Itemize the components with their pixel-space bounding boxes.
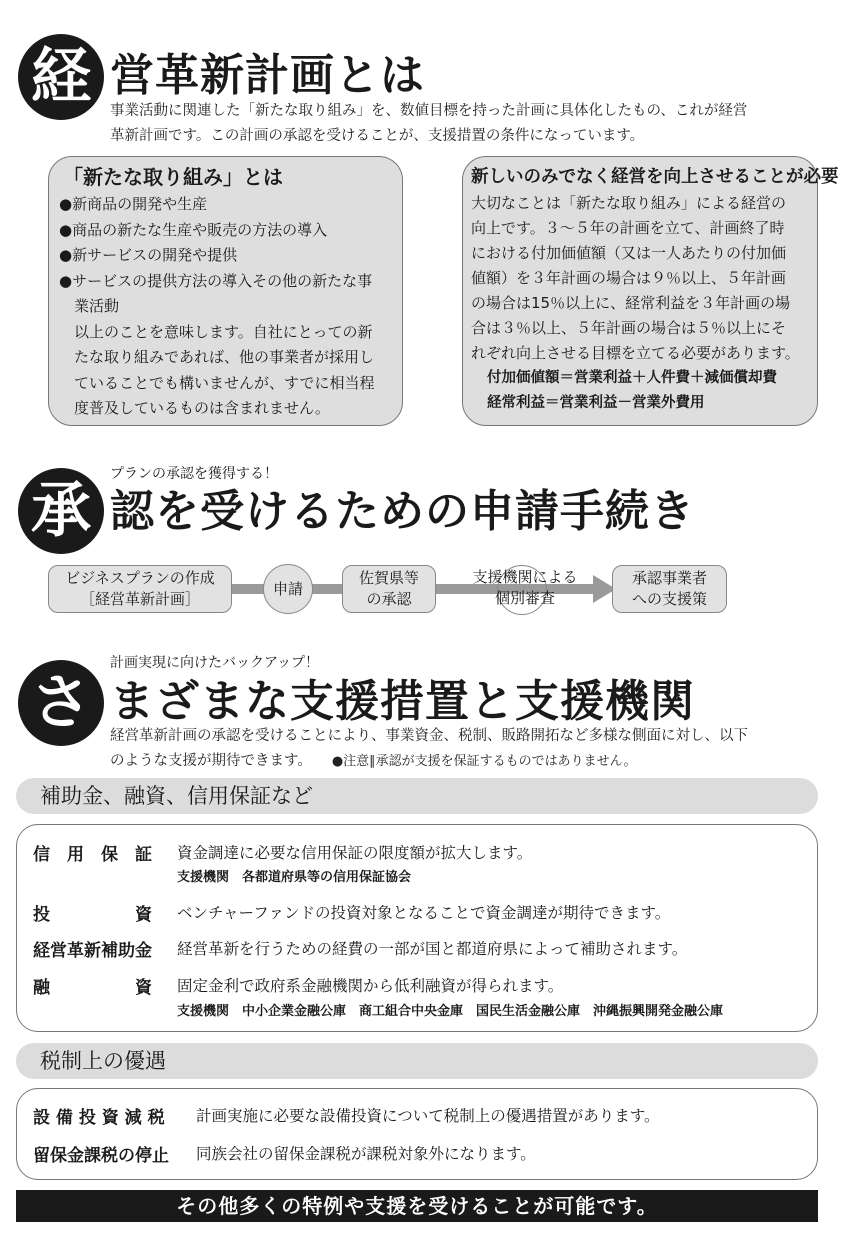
- bottom-banner: その他多くの特例や支援を受けることが可能です。: [16, 1190, 818, 1222]
- box-line: ●サービスの提供方法の導入その他の新たな事: [59, 271, 373, 290]
- intro-text: のような支援が期待できます。: [110, 753, 312, 769]
- sub-loan: 支援機関 中小企業金融公庫 商工組合中央金庫 国民生活金融公庫 沖縄振興開発金融公庫: [177, 1004, 724, 1019]
- term-loan: 融 資: [33, 978, 152, 998]
- intro-line-2: [110, 749, 748, 774]
- term-investment: 投 資: [33, 905, 152, 925]
- flow-step-line: ［経営革新計画］: [79, 590, 200, 608]
- desc-capex-tax-cut: 計画実施に必要な設備投資について税制上の優遇措置があります。: [196, 1107, 660, 1125]
- box-new-initiatives: [48, 156, 403, 426]
- section3-intro: [110, 724, 748, 774]
- box-line: たな取り組みであれば、他の事業者が採用し: [59, 348, 375, 366]
- section-title-1: 営革新計画とは: [110, 50, 425, 101]
- box-title: 「新たな取り組み」とは: [63, 165, 283, 189]
- desc-investment: ベンチャーファンドの投資対象となることで資金調達が期待できます。: [177, 904, 671, 922]
- desc-subsidy: 経営革新を行うための経費の一部が国と都道府県によって補助されます。: [177, 940, 688, 958]
- flow-step-support: [612, 565, 727, 613]
- section-initial-sho: 承: [18, 468, 104, 554]
- section3-kicker: 計画実現に向けたバックアップ！: [110, 655, 320, 671]
- flow-step-line: 個別審査: [494, 589, 555, 607]
- box-line: ●商品の新たな生産や販売の方法の導入: [59, 220, 328, 239]
- box-line: れぞれ向上させる目標を立てる必要があります。: [471, 344, 800, 362]
- note-text: ●注意∥承認が支援を保証するものではありません。: [331, 754, 637, 769]
- term-capex-tax-cut: 設 備 投 資 減 税: [33, 1108, 165, 1128]
- box-line: 値額）を３年計画の場合は９％以上、５年計画: [471, 269, 787, 287]
- desc-retained-earnings: 同族会社の留保金課税が課税対象外になります。: [196, 1145, 536, 1163]
- heading-subsidy: 補助金、融資、信用保証など: [16, 778, 818, 814]
- flow-step-apply: 申請: [263, 564, 313, 614]
- heading-tax: 税制上の優遇: [16, 1043, 818, 1079]
- term-retained-earnings: 留保金課税の停止: [33, 1146, 169, 1166]
- box-line: 度普及しているものは含まれません。: [59, 399, 330, 417]
- desc-credit-guarantee: 資金調達に必要な信用保証の限度額が拡大します。: [177, 844, 533, 862]
- box-line: ていることでも構いませんが、すでに相当程: [59, 373, 375, 392]
- box-line: 向上です。３～５年の計画を立て、計画終了時: [471, 219, 785, 237]
- intro-line: 経営革新計画の承認を受けることにより、事業資金、税制、販路開拓など多様な側面に対し、以下: [110, 728, 748, 744]
- box-line: の場合は15％以上に、経常利益を３年計画の場: [471, 294, 791, 312]
- sub-credit-guarantee: 支援機関 各都道府県等の信用保証協会: [177, 870, 412, 885]
- box-title: 新しいのみでなく経営を向上させることが必要: [471, 167, 839, 187]
- flow-step-line: 佐賀県等: [358, 569, 419, 587]
- desc-loan: 固定金利で政府系金融機関から低利融資が得られます。: [177, 977, 564, 995]
- term-subsidy: 経営革新補助金: [33, 941, 152, 961]
- term-credit-guarantee: 信 用 保 証: [33, 845, 152, 865]
- section1-intro: [110, 99, 747, 149]
- flow-step-line: 支援機関による: [472, 568, 578, 586]
- section-title-3: まざまな支援措置と支援機関: [110, 676, 695, 727]
- box-line: 合は３％以上、５年計画の場合は５％以上にそ: [471, 319, 787, 337]
- section2-kicker: プランの承認を獲得する！: [110, 466, 278, 482]
- box-line: ●新サービスの開発や提供: [59, 246, 238, 264]
- flow-step-line: ビジネスプランの作成: [65, 569, 215, 587]
- flow-step-line: への支援策: [631, 590, 707, 608]
- section-initial-sa: さ: [18, 660, 104, 746]
- box-line: ●新商品の開発や生産: [59, 195, 208, 213]
- section-initial-kei: 経: [18, 34, 104, 120]
- box-line: 大切なことは「新たな取り組み」による経営の: [471, 194, 787, 212]
- flow-step-review: [460, 567, 590, 609]
- box-line: 業活動: [59, 297, 120, 315]
- formula: 経常利益＝営業利益－営業外費用: [487, 395, 705, 411]
- flow-step-line: 承認事業者: [631, 569, 707, 587]
- box-line: における付加価値額（又は一人あたりの付加価: [471, 244, 787, 262]
- flow-step-create-plan: [48, 565, 232, 613]
- section-title-2: 認を受けるための申請手続き: [110, 486, 695, 537]
- box-line: 以上のことを意味します。自社にとっての新: [59, 322, 373, 341]
- intro-line: 事業活動に関連した「新たな取り組み」を、数値目標を持った計画に具体化したもの、これが経営: [110, 103, 748, 119]
- flow-step-line: の承認: [366, 590, 412, 608]
- formula: 付加価値額＝営業利益＋人件費＋減価償却費: [487, 370, 777, 386]
- flow-step-approval: [342, 565, 436, 613]
- tax-list: [16, 1088, 818, 1180]
- intro-line: 革新計画です。この計画の承認を受けることが、支援措置の条件になっています。: [110, 128, 645, 144]
- box-improve-management: [462, 156, 839, 426]
